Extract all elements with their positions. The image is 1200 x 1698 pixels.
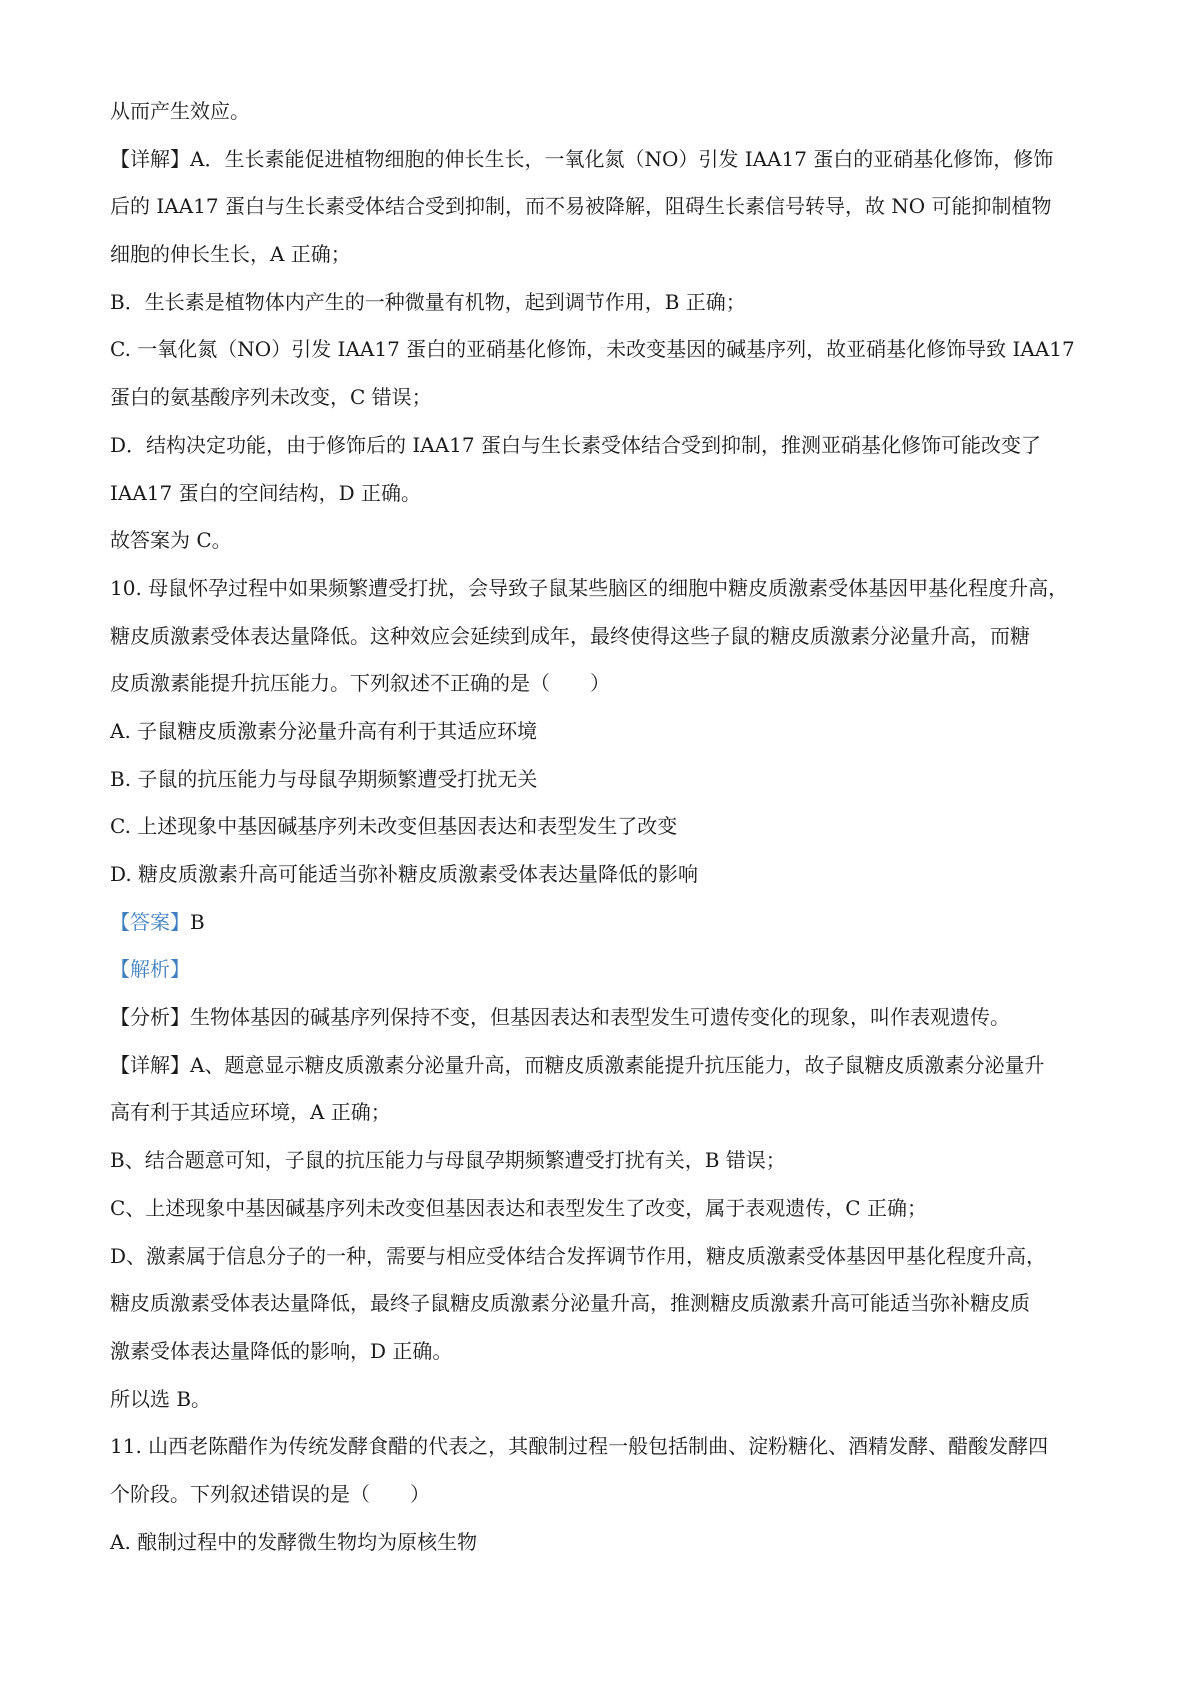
section-label: 【解析】 bbox=[110, 957, 190, 982]
line-text: B bbox=[190, 909, 205, 934]
text-line bbox=[110, 1185, 1100, 1233]
line-text: 蛋白的氨基酸序列未改变，C 错误； bbox=[110, 385, 432, 410]
text-line bbox=[110, 470, 1100, 518]
line-text: D．结构决定功能，由于修饰后的 IAA17 蛋白与生长素受体结合受到抑制，推测亚硝基化修饰可能改变了 bbox=[110, 432, 1041, 457]
text-line bbox=[110, 756, 1100, 804]
text-line bbox=[110, 374, 1100, 422]
text-line bbox=[110, 517, 1100, 565]
text-line bbox=[110, 326, 1100, 374]
text-line bbox=[110, 946, 1100, 994]
text-line bbox=[110, 88, 1100, 136]
text-line bbox=[110, 660, 1100, 708]
line-text: A. 酿制过程中的发酵微生物均为原核生物 bbox=[110, 1529, 478, 1554]
text-line bbox=[110, 1423, 1100, 1471]
text-line bbox=[110, 1280, 1100, 1328]
document-page bbox=[110, 88, 1100, 1566]
line-text: 糖皮质激素受体表达量降低。这种效应会延续到成年，最终使得这些子鼠的糖皮质激素分泌量升高，而糖 bbox=[110, 623, 1030, 648]
line-text: 11. 山西老陈醋作为传统发酵食醋的代表之，其酿制过程一般包括制曲、淀粉糖化、酒精发酵、醋酸发酵四 bbox=[110, 1434, 1049, 1459]
line-text: 从而产生效应。 bbox=[110, 99, 250, 123]
line-text: 所以选 B。 bbox=[110, 1386, 212, 1411]
text-line bbox=[110, 994, 1100, 1042]
line-text: 个阶段。下列叙述错误的是（ ） bbox=[110, 1481, 430, 1506]
text-line bbox=[110, 1137, 1100, 1185]
text-line bbox=[110, 613, 1100, 661]
text-line bbox=[110, 899, 1100, 947]
line-text: 高有利于其适应环境，A 正确； bbox=[110, 1100, 391, 1125]
section-label: 【答案】 bbox=[110, 909, 190, 934]
text-line bbox=[110, 1471, 1100, 1519]
text-line bbox=[110, 1042, 1100, 1090]
line-text: IAA17 蛋白的空间结构，D 正确。 bbox=[110, 480, 421, 505]
text-line bbox=[110, 1089, 1100, 1137]
line-text: 后的 IAA17 蛋白与生长素受体结合受到抑制，而不易被降解，阻碍生长素信号转导，故 NO 可能抑制植物 bbox=[110, 194, 1052, 219]
text-line bbox=[110, 708, 1100, 756]
text-line bbox=[110, 1233, 1100, 1281]
line-text: 故答案为 C。 bbox=[110, 528, 232, 553]
line-text: B、结合题意可知，子鼠的抗压能力与母鼠孕期频繁遭受打扰有关，B 错误； bbox=[110, 1148, 786, 1173]
text-line bbox=[110, 803, 1100, 851]
text-line bbox=[110, 1376, 1100, 1424]
line-text: 10. 母鼠怀孕过程中如果频繁遭受打扰，会导致子鼠某些脑区的细胞中糖皮质激素受体基因甲基化程度升高， bbox=[110, 575, 1069, 600]
line-text: 皮质激素能提升抗压能力。下列叙述不正确的是（ ） bbox=[110, 671, 610, 696]
text-line bbox=[110, 279, 1100, 327]
line-text: 【详解】A、题意显示糖皮质激素分泌量升高，而糖皮质激素能提升抗压能力，故子鼠糖皮质激素分泌量升 bbox=[110, 1052, 1045, 1077]
line-text: 【详解】A．生长素能促进植物细胞的伸长生长，一氧化氮（NO）引发 IAA17 蛋白的亚硝基化修饰，修饰 bbox=[110, 146, 1054, 171]
line-text: C. 一氧化氮（NO）引发 IAA17 蛋白的亚硝基化修饰，未改变基因的碱基序列，故亚硝基化修饰导致 IAA17 bbox=[110, 337, 1075, 362]
text-line bbox=[110, 851, 1100, 899]
text-line bbox=[110, 183, 1100, 231]
line-text: 糖皮质激素受体表达量降低，最终子鼠糖皮质激素分泌量升高，推测糖皮质激素升高可能适当弥补糖皮质 bbox=[110, 1291, 1030, 1316]
line-text: C. 上述现象中基因碱基序列未改变但基因表达和表型发生了改变 bbox=[110, 814, 678, 839]
line-text: B．生长素是植物体内产生的一种微量有机物，起到调节作用，B 正确； bbox=[110, 289, 746, 314]
line-text: A. 子鼠糖皮质激素分泌量升高有利于其适应环境 bbox=[110, 718, 538, 743]
line-text: 细胞的伸长生长，A 正确； bbox=[110, 242, 351, 267]
text-line bbox=[110, 136, 1100, 184]
text-line bbox=[110, 1519, 1100, 1567]
line-text: C、上述现象中基因碱基序列未改变但基因表达和表型发生了改变，属于表观遗传，C 正确； bbox=[110, 1195, 927, 1220]
text-line bbox=[110, 565, 1100, 613]
line-text: B. 子鼠的抗压能力与母鼠孕期频繁遭受打扰无关 bbox=[110, 766, 538, 791]
text-line bbox=[110, 1328, 1100, 1376]
line-text: D、激素属于信息分子的一种，需要与相应受体结合发挥调节作用，糖皮质激素受体基因甲基化程度升高， bbox=[110, 1243, 1047, 1268]
line-text: 【分析】生物体基因的碱基序列保持不变，但基因表达和表型发生可遗传变化的现象，叫作表观遗传。 bbox=[110, 1005, 1010, 1030]
text-line bbox=[110, 422, 1100, 470]
line-text: D. 糖皮质激素升高可能适当弥补糖皮质激素受体表达量降低的影响 bbox=[110, 862, 699, 886]
text-line bbox=[110, 231, 1100, 279]
line-text: 激素受体表达量降低的影响，D 正确。 bbox=[110, 1338, 453, 1363]
